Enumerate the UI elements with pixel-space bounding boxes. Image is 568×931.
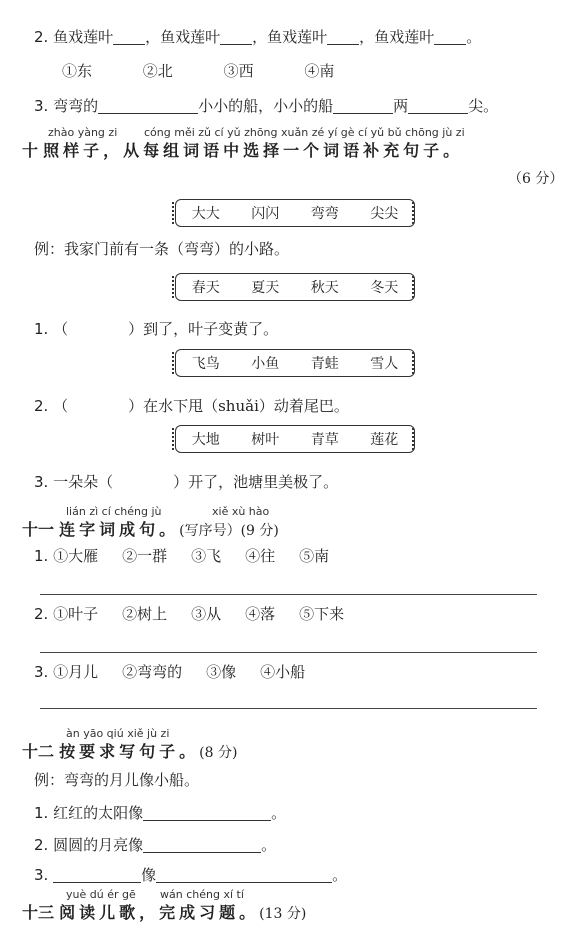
s11-q2-answer-line[interactable] <box>40 652 537 653</box>
section-number: 十二 <box>22 742 55 761</box>
s12-pinyin: àn yāo qiú xiě jù zi <box>66 727 170 740</box>
section-title: 按要求写句子。 <box>59 742 200 761</box>
s10-q1: 1. （ ）到了，叶子变黄了。 <box>34 320 279 338</box>
section-13-header <box>22 900 306 923</box>
section-title: 连字词成句。 <box>59 520 180 539</box>
q3-blank-3[interactable] <box>408 98 468 114</box>
s12-q3: 3. 像 。 <box>34 866 348 884</box>
s13-pinyin-1: yuè dú ér gē <box>66 888 136 901</box>
s11-q1: 1. ①大雁 ②一群 ③飞 ④往 ⑤南 <box>34 547 330 565</box>
q2-line: 2. 鱼戏莲叶 ，鱼戏莲叶 ，鱼戏莲叶 ，鱼戏莲叶 。 <box>34 28 482 46</box>
s12-q3-blank-2[interactable] <box>156 867 332 883</box>
word-box-0: 大大 闪闪 弯弯 尖尖 <box>175 199 415 227</box>
section-12-header <box>22 739 237 762</box>
q3-line: 3. 弯弯的 小小的船，小小的船 两 尖。 <box>34 97 499 115</box>
s11-note: (写序号）(9 分) <box>179 523 279 539</box>
s10-q2: 2. （ ）在水下甩（shuǎi）动着尾巴。 <box>34 397 349 415</box>
s10-pinyin-2: cóng měi zǔ cí yǔ zhōng xuǎn zé yí gè cí yǔ bǔ chōng jù zi <box>144 126 465 139</box>
s12-q1-blank[interactable] <box>143 805 271 821</box>
word-box-1: 春天 夏天 秋天 冬天 <box>175 273 415 301</box>
q3-blank-1[interactable] <box>98 98 198 114</box>
s10-pinyin-1: zhào yàng zi <box>48 126 118 139</box>
s12-q2: 2. 圆圆的月亮像 。 <box>34 836 277 854</box>
s11-q2: 2. ①叶子 ②树上 ③从 ④落 ⑤下来 <box>34 605 345 623</box>
section-number: 十一 <box>22 520 55 539</box>
s12-score: (8 分) <box>199 745 238 761</box>
s11-pinyin-1: lián zì cí chéng jù <box>66 505 162 518</box>
q3-blank-2[interactable] <box>333 98 393 114</box>
word-box-3: 大地 树叶 青草 莲花 <box>175 425 415 453</box>
q2-options <box>62 60 358 81</box>
s11-pinyin-2: xiě xù hào <box>212 505 270 518</box>
q2-blank-2[interactable] <box>220 29 252 45</box>
s11-q3-answer-line[interactable] <box>40 708 537 709</box>
s13-score: (13 分) <box>259 906 307 922</box>
s11-q3: 3. ①月儿 ②弯弯的 ③像 ④小船 <box>34 663 306 681</box>
q2-blank-1[interactable] <box>113 29 145 45</box>
section-number: 十三 <box>22 903 55 922</box>
section-11-header <box>22 517 279 540</box>
s10-example: 例：我家门前有一条（弯弯）的小路。 <box>34 240 290 258</box>
s13-pinyin-2: wán chéng xí tí <box>160 888 244 901</box>
s12-q1: 1. 红红的太阳像 。 <box>34 804 287 822</box>
section-title: 照样子，从每组词语中选择一个词语补充句子。 <box>43 141 464 160</box>
s10-q3: 3. 一朵朵（ ）开了，池塘里美极了。 <box>34 473 339 491</box>
section-10-header <box>22 138 463 161</box>
s12-q3-blank-1[interactable] <box>53 867 141 883</box>
s12-q2-blank[interactable] <box>143 837 261 853</box>
q2-blank-4[interactable] <box>434 29 466 45</box>
option-3: ③西 <box>223 62 254 80</box>
q2-blank-3[interactable] <box>327 29 359 45</box>
section-number: 十 <box>22 141 39 160</box>
option-2: ②北 <box>142 62 173 80</box>
s11-q1-answer-line[interactable] <box>40 594 537 595</box>
s12-example: 例：弯弯的月儿像小船。 <box>34 771 200 789</box>
s10-score: （6 分） <box>508 171 564 187</box>
option-1: ①东 <box>62 62 93 80</box>
section-title: 阅读儿歌，完成习题。 <box>59 903 260 922</box>
word-box-2: 飞鸟 小鱼 青蛙 雪人 <box>175 349 415 377</box>
option-4: ④南 <box>304 62 335 80</box>
